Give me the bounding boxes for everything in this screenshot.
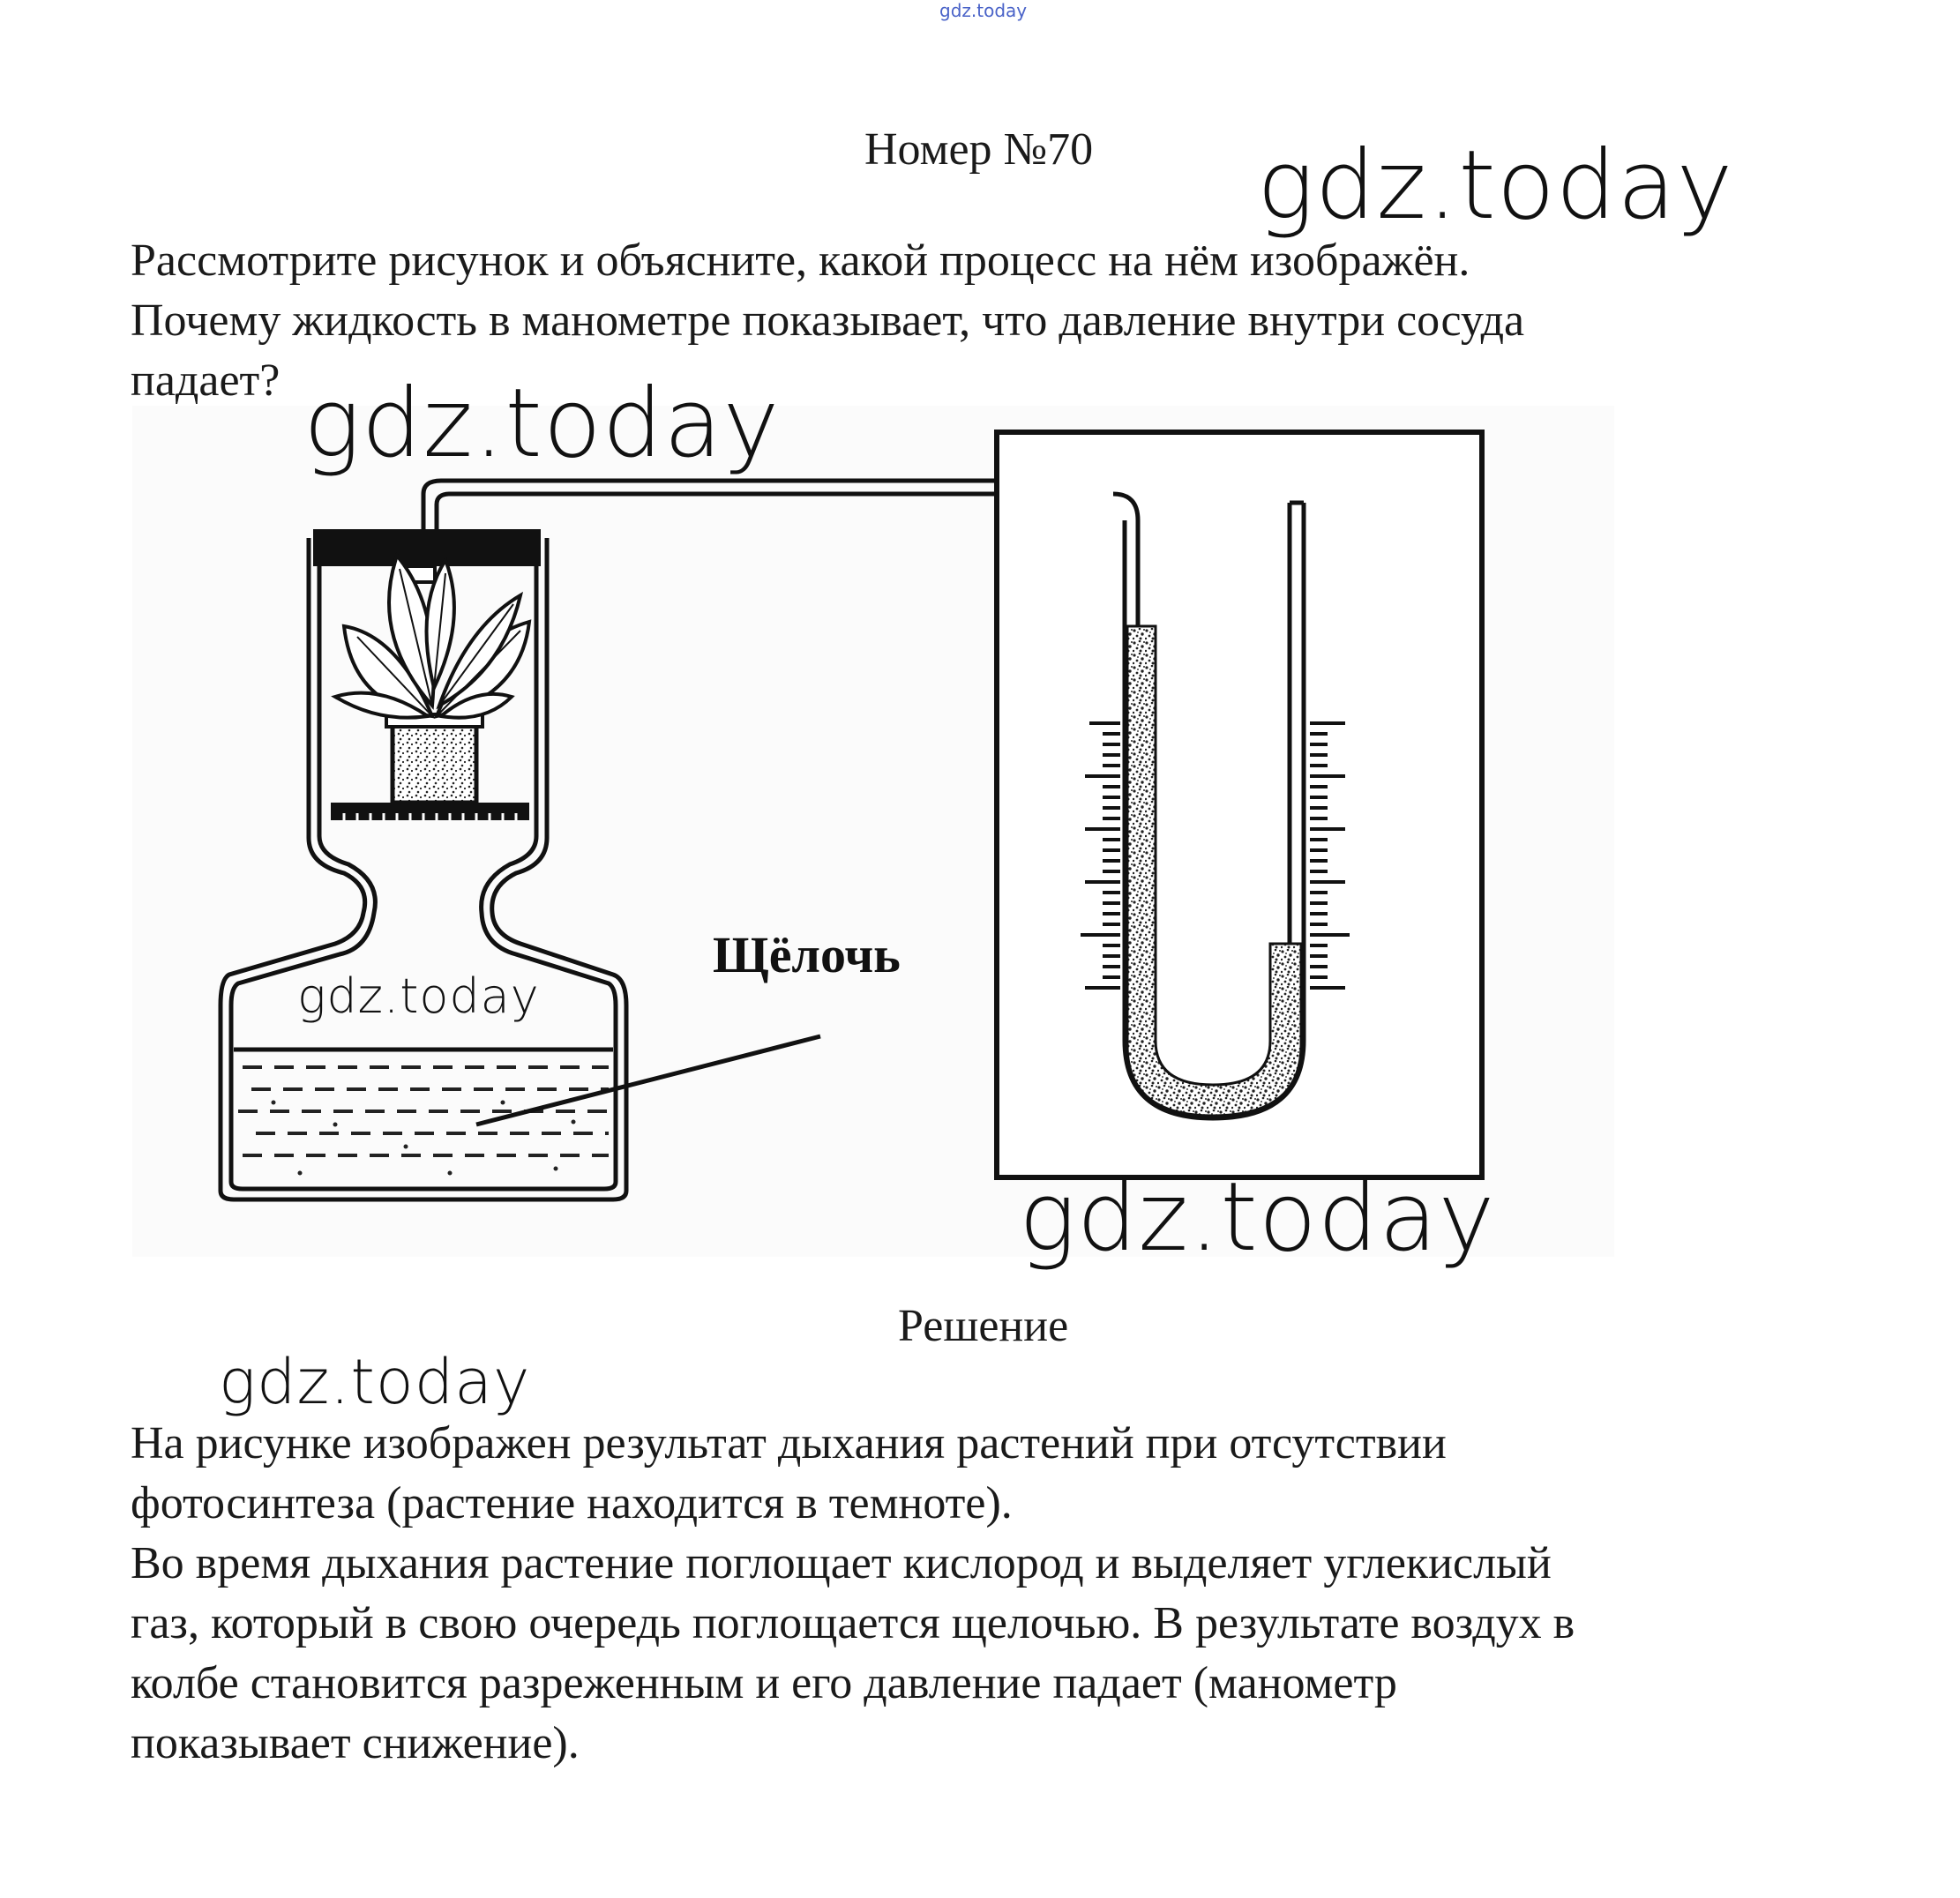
alkali-label: Щёлочь bbox=[713, 926, 901, 983]
solution-line: На рисунке изображен результат дыхания растений при отсутствии bbox=[131, 1418, 1447, 1468]
page-title: Номер №70 bbox=[864, 124, 1094, 175]
solution-line: показывает снижение). bbox=[131, 1718, 580, 1768]
solution-line: газ, который в свою очередь поглощается щелочью. В результате воздух в bbox=[131, 1598, 1575, 1648]
watermark: gdz.today bbox=[1019, 1162, 1496, 1273]
question-line: Рассмотрите рисунок и объясните, какой процесс на нём изображён. bbox=[131, 235, 1470, 286]
experiment-figure bbox=[132, 406, 1614, 1257]
solution-line: колбе становится разреженным и его давление падает (манометр bbox=[131, 1658, 1397, 1708]
plant-pot bbox=[393, 719, 476, 803]
watermark: gdz.today bbox=[219, 1346, 531, 1418]
watermark: gdz.today bbox=[1257, 131, 1734, 241]
solution-line: фотосинтеза (растение находится в темноте). bbox=[131, 1478, 1013, 1528]
watermark: gdz.today bbox=[303, 369, 781, 479]
top-watermark: gdz.today bbox=[939, 0, 1028, 21]
question-line: падает? bbox=[131, 355, 281, 406]
stopper bbox=[313, 529, 541, 566]
solution-line: Во время дыхания растение поглощает кислород и выделяет углекислый bbox=[131, 1538, 1552, 1588]
watermark: gdz.today bbox=[297, 968, 540, 1024]
question-line: Почему жидкость в манометре показывает, что давление внутри сосуда bbox=[131, 295, 1525, 346]
plant-shelf bbox=[331, 803, 529, 820]
manometer-board bbox=[997, 432, 1482, 1177]
solution-text bbox=[131, 1414, 1859, 1774]
solution-title: Решение bbox=[898, 1301, 1069, 1351]
